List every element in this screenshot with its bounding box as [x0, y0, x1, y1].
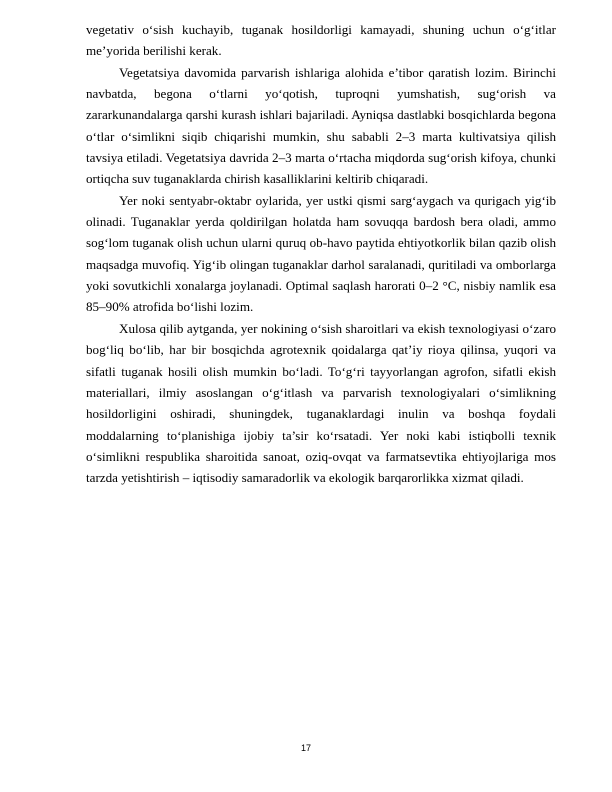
paragraph-harvest-storage: Yer noki sentyabr-oktabr oylarida, yer ustki qismi sarg‘aygach va qurigach yig‘ib olinadi. Tuganaklar yerda qoldirilgan holatda ham sovuqqa bardosh bera oladi, ammo sog‘lom tuganak olish uchun ularni quruq ob-havo paytida ehtiyotkorlik bilan qazib olish maqsadga muvofiq. Yig‘ib olingan tuganaklar darhol saralanadi, quritiladi va omborlarga yoki sovutkichli xonalarga joylanadi. Optimal saqlash harorati 0–2 °C, nisbiy namlik esa 85–90% atrofida bo‘lishi lozim.	[86, 192, 556, 315]
paragraph-conclusion: Xulosa qilib aytganda, yer nokining o‘sish sharoitlari va ekish texnologiyasi o‘zaro bog‘liq bo‘lib, har bir bosqichda agrotexnik qoidalarga qat’iy rioya qilinsa, yuqori va sifatli tuganak hosili olish mumkin bo‘ladi. To‘g‘ri tayyorlangan agrofon, sifatli ekish materiallari, ilmiy asoslangan o‘g‘itlash va parvarish texnologiyalari o‘simlikning hosildorligini oshiradi, shuningdek, tuganaklardagi inulin va boshqa foydali moddalarning to‘planishiga ijobiy ta’sir ko‘rsatadi. Yer noki kabi istiqbolli texnik o‘simlikni respublika sharoitida sanoat, oziq-ovqat va farmatsevtika ehtiyojlariga mos tarzda yetishtirish – iqtisodiy samaradorlik va ekologik barqarorlikka xizmat qiladi.	[86, 320, 556, 486]
page-number: 17	[300, 743, 311, 753]
paragraph-continuation: vegetativ o‘sish kuchayib, tuganak hosildorligi kamayadi, shuning uchun o‘g‘itlar me’yorida berilishi kerak.	[86, 22, 556, 59]
paragraph-vegetation-care: Vegetatsiya davomida parvarish ishlariga alohida e’tibor qaratish lozim. Birinchi navbatda, begona o‘tlarni yo‘qotish, tuproqni yumshatish, sug‘orish va zararkunandalarga qarshi kurash ishlari bajariladi. Ayniqsa dastlabki bosqichlarda begona o‘tlar o‘simlikni siqib chiqarishi mumkin, shu sababli 2–3 marta kultivatsiya qilish tavsiya etiladi. Vegetatsiya davrida 2–3 marta o‘rtacha miqdorda sug‘orish kifoya, chunki ortiqcha suv tuganaklarda chirish kasalliklarini keltirib chiqaradi.	[86, 64, 556, 187]
document-body	[86, 19, 556, 489]
